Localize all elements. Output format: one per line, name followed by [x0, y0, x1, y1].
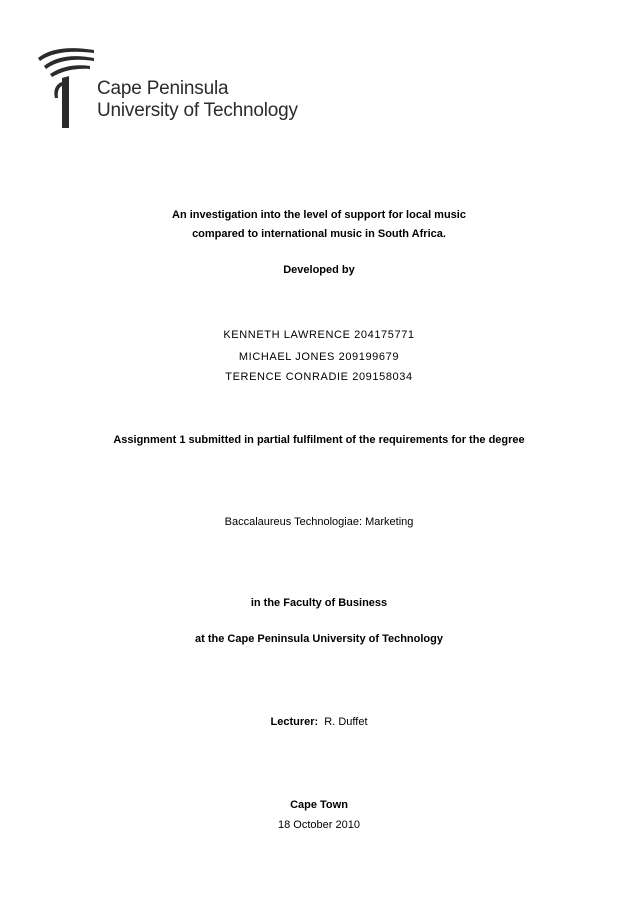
institution-line: at the Cape Peninsula University of Technology: [195, 633, 443, 645]
logo-text-line2: University of Technology: [97, 100, 298, 121]
university-logo: [36, 42, 296, 132]
author-3: TERENCE CONRADIE 209158034: [225, 371, 413, 383]
faculty-line: in the Faculty of Business: [250, 597, 388, 609]
place-line: Cape Town: [290, 799, 348, 811]
degree-name: Baccalaureus Technologiae: Marketing: [224, 516, 414, 528]
assignment-statement: Assignment 1 submitted in partial fulfilment of the requirements for the degree: [113, 434, 525, 446]
author-1: KENNETH LAWRENCE 204175771: [223, 329, 415, 341]
title-line-2: compared to international music in South Africa.: [192, 228, 446, 240]
logo-text-line1: Cape Peninsula: [97, 78, 229, 99]
author-2: MICHAEL JONES 209199679: [238, 351, 400, 363]
title-line-1: An investigation into the level of support for local music: [172, 209, 466, 221]
logo-mark-icon: [36, 42, 96, 132]
lecturer-line: [0, 715, 638, 729]
lecturer-label: Lecturer:: [270, 716, 319, 728]
lecturer-name: R. Duffet: [324, 716, 368, 728]
developed-by-label: Developed by: [283, 264, 355, 276]
date-line: 18 October 2010: [278, 819, 360, 831]
